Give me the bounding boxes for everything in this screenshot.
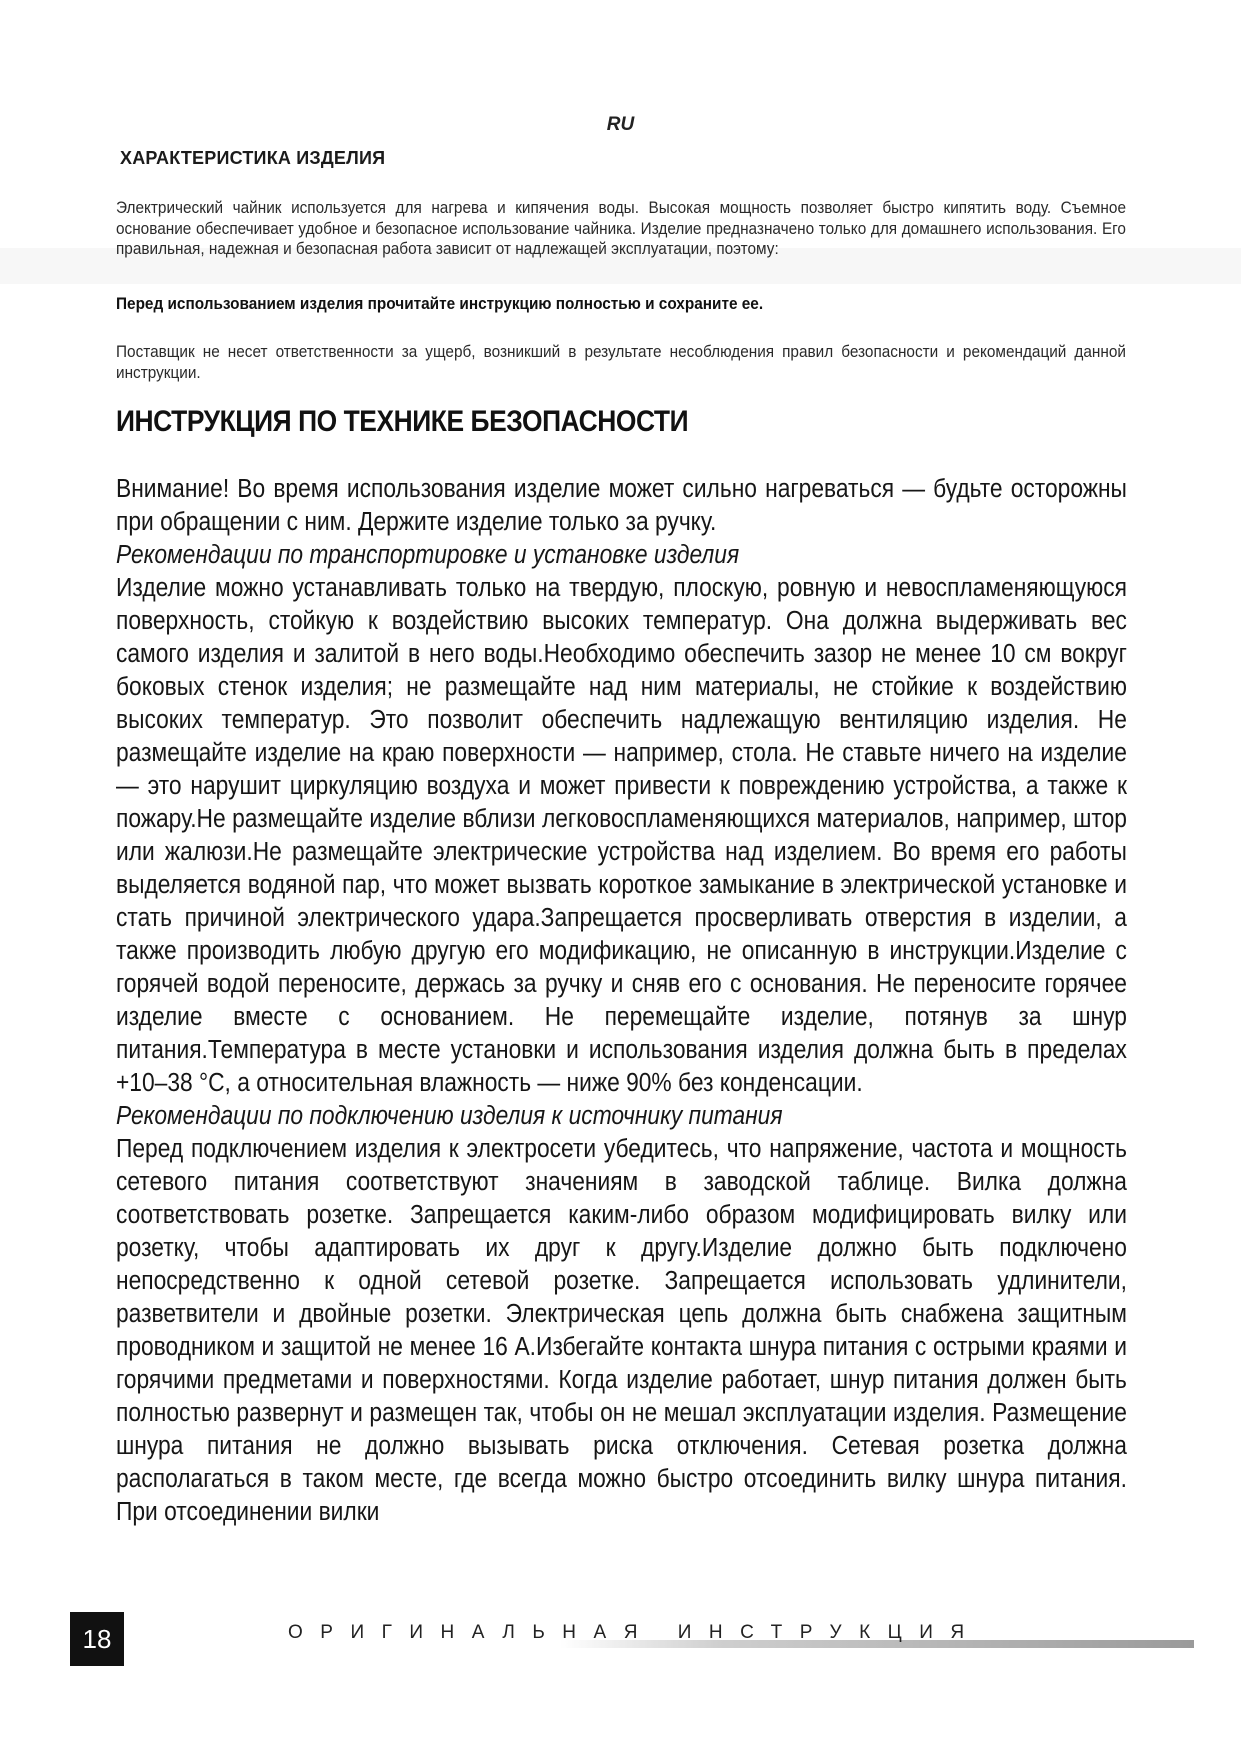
- subheading-power: Рекомендации по подключению изделия к источнику питания: [116, 1100, 783, 1130]
- language-label: RU: [606, 114, 635, 135]
- section-title: ХАРАКТЕРИСТИКА ИЗДЕЛИЯ: [120, 148, 386, 168]
- transport-paragraph: Изделие можно устанавливать только на твердую, плоскую, ровную и невоспламеняющуюся поверхность, стойкую к воздействию высоких температур. Она должна выдерживать вес самого изделия и залитой в него воды.Необходимо обеспечить зазор не менее 10 см вокруг боковых стенок изделия; не размещайте над ним материалы, не стойкие к воздействию высоких температур. Это позволит обеспечить надлежащую вентиляцию изделия. Не размещайте изделие на краю поверхности — например, стола. Не ставьте ничего на изделие — это нарушит циркуляцию воздуха и может привести к повреждению устройства, а также к пожару.Не размещайте изделие вблизи легковоспламеняющихся материалов, например, штор или жалюзи.Не размещайте электрические устройства над изделием. Во время его работы выделяется водяной пар, что может вызвать короткое замыкание в электрической установке и стать причиной электрического удара.Запрещается просверливать отверстия в изделии, а также производить любую другую его модификацию, не описанную в инструкции.Изделие с горячей водой переносите, держась за ручку и сняв его с основания. Не переносите горячее изделие вместе с основанием. Не перемещайте изделие, потянув за шнур питания.Температура в месте установки и использования изделия должна быть в пределах +10–38 °C, а относительная влажность — ниже 90% без конденсации.: [116, 572, 1127, 1097]
- bold-note: Перед использованием изделия прочитайте инструкцию полностью и сохраните ее.: [116, 295, 764, 313]
- page-number: 18: [70, 1612, 124, 1666]
- safety-heading: ИНСТРУКЦИЯ ПО ТЕХНИКЕ БЕЗОПАСНОСТИ: [116, 405, 689, 438]
- warning-paragraph: Внимание! Во время использования изделие может сильно нагреваться — будьте осторожны при обращении с ним. Держите изделие только за ручку.: [116, 473, 1127, 536]
- disclaimer-paragraph: Поставщик не несет ответственности за ущерб, возникший в результате несоблюдения правил безопасности и рекомендаций данной инструкции.: [116, 343, 1126, 382]
- safety-body: [116, 472, 1127, 1528]
- power-paragraph: Перед подключением изделия к электросети убедитесь, что напряжение, частота и мощность сетевого питания соответствуют значениям в заводской таблице. Вилка должна соответствовать розетке. Запрещается каким-либо образом модифицировать вилку или розетку, чтобы адаптировать их друг к другу.Изделие должно быть подключено непосредственно к одной сетевой розетке. Запрещается использовать удлинители, разветвители и двойные розетки. Электрическая цепь должна быть снабжена защитным проводником и защитой не менее 16 А.Избегайте контакта шнура питания с острыми краями и горячими предметами и поверхностями. Когда изделие работает, шнур питания должен быть полностью развернут и размещен так, чтобы он не мешал эксплуатации изделия. Размещение шнура питания не должно вызывать риска отключения. Сетевая розетка должна располагаться в таком месте, где всегда можно быстро отсоединить вилку шнура питания. При отсоединении вилки: [116, 1133, 1127, 1526]
- footer-caption: ОРИГИНАЛЬНАЯ ИНСТРУКЦИЯ: [288, 1622, 982, 1643]
- intro-paragraph: Электрический чайник используется для нагрева и кипячения воды. Высокая мощность позволяет быстро кипятить воду. Съемное основание обеспечивает удобное и безопасное использование чайника. Изделие предназначено только для домашнего использования. Его правильная, надежная и безопасная работа зависит от надлежащей эксплуатации, поэтому:: [116, 199, 1126, 258]
- subheading-transport: Рекомендации по транспортировке и установке изделия: [116, 539, 740, 569]
